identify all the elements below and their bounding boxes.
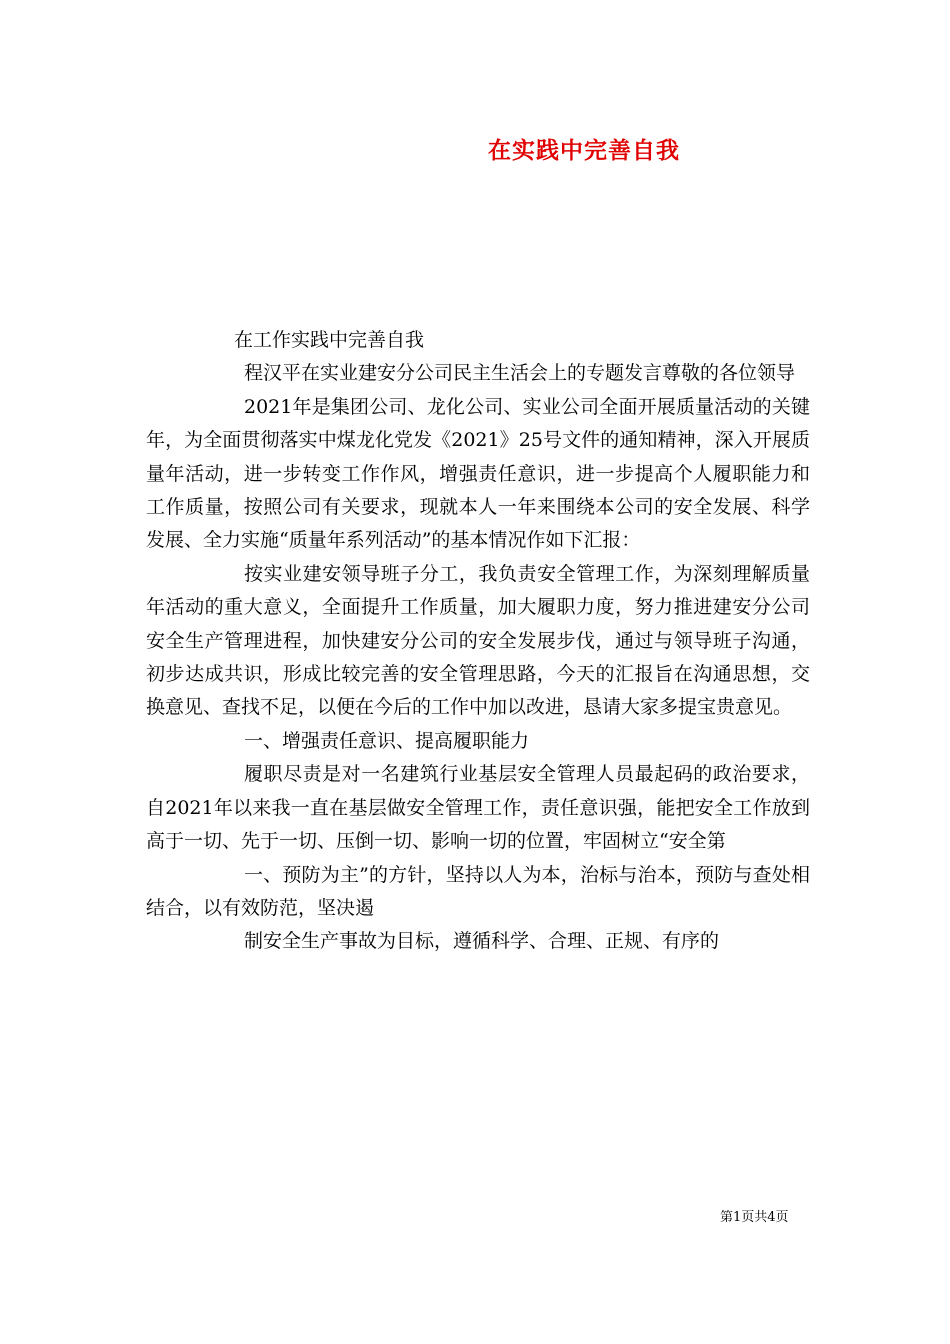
- document-title: 在实践中完善自我: [488, 137, 680, 164]
- body-paragraph: 一、预防为主”的方针，坚持以人为本，治标与治本，预防与查处相结合，以有效防范，坚决遏: [146, 863, 810, 919]
- body-paragraph: 履职尽责是对一名建筑行业基层安全管理人员最起码的政治要求，自2021年以来我一直在基层做安全管理工作，责任意识强，能把安全工作放到高于一切、先于一切、压倒一切、影响一切的位置，牢固树立“安全第: [146, 763, 810, 853]
- body-paragraph: 2021年是集团公司、龙化公司、实业公司全面开展质量活动的关键年，为全面贯彻落实中煤龙化党发《2021》25号文件的通知精神，深入开展质量年活动，进一步转变工作作风，增强责任意识，进一步提高个人履职能力和工作质量，按照公司有关要求，现就本人一年来围绕本公司的安全发展、科学发展、全力实施“质量年系列活动”的基本情况作如下汇报：: [146, 395, 810, 552]
- body-paragraph: 制安全生产事故为目标，遵循科学、合理、正规、有序的: [244, 930, 720, 953]
- page-number: 第1页共4页: [720, 1210, 789, 1225]
- document-body: [146, 324, 810, 959]
- subtitle-paragraph: 在工作实践中完善自我: [234, 329, 425, 351]
- section-heading: 一、增强责任意识、提高履职能力: [244, 729, 530, 752]
- speaker-paragraph: 程汉平在实业建安分公司民主生活会上的专题发言尊敬的各位领导: [244, 362, 796, 385]
- body-paragraph: 按实业建安领导班子分工，我负责安全管理工作，为深刻理解质量年活动的重大意义，全面提升工作质量，加大履职力度，努力推进建安分公司安全生产管理进程，加快建安分公司的安全发展步伐，通过与领导班子沟通，初步达成共识，形成比较完善的安全管理思路，今天的汇报旨在沟通思想，交换意见、查找不足，以便在今后的工作中加以改进，恳请大家多提宝贵意见。: [146, 562, 810, 719]
